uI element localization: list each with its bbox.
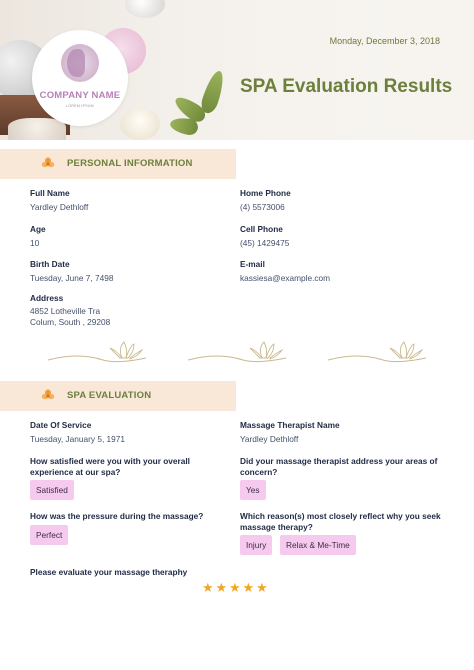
star-icon: ★ — [229, 580, 242, 595]
question-text: Which reason(s) most closely reflect why you seek — [240, 511, 441, 521]
full-name-label: Full Name — [30, 188, 70, 198]
header-banner — [0, 0, 474, 140]
birth-date-label: Birth Date — [30, 259, 70, 269]
page-title: SPA Evaluation Results — [240, 76, 453, 97]
service-date-label: Date Of Service — [30, 420, 92, 430]
question-concern — [240, 456, 437, 478]
answer-chip-satisfaction: Satisfied — [30, 480, 74, 500]
star-icon: ★ — [242, 580, 256, 595]
address-label: Address — [30, 293, 64, 303]
address-line-2: Colum, South , 29208 — [30, 317, 111, 327]
answer-chip-concern: Yes — [240, 480, 266, 500]
question-rating: Please evaluate your massage theraphy — [30, 567, 188, 577]
cell-phone-value: (45) 1429475 — [240, 238, 290, 248]
question-text: concern? — [240, 467, 278, 477]
section-title-personal: PERSONAL INFORMATION — [67, 158, 193, 169]
candle-image — [120, 108, 160, 140]
flower-icon — [41, 389, 55, 402]
age-value: 10 — [30, 238, 40, 248]
section-title-evaluation: SPA EVALUATION — [67, 390, 152, 401]
answer-chip-pressure: Perfect — [30, 525, 68, 545]
question-satisfaction — [30, 456, 190, 478]
lotus-ornament-icon — [188, 340, 288, 366]
therapist-name-label: Massage Therapist Name — [240, 420, 340, 430]
logo-mark-icon — [61, 44, 99, 82]
section-header-personal — [0, 149, 236, 179]
question-pressure: How was the pressure during the massage? — [30, 511, 204, 521]
full-name-value: Yardley Dethloff — [30, 202, 89, 212]
birth-date-value: Tuesday, June 7, 7498 — [30, 273, 114, 283]
home-phone-value: (4) 5573006 — [240, 202, 285, 212]
section-header-evaluation — [0, 381, 236, 411]
star-icon: ★ — [215, 580, 229, 595]
logo-tagline: LOREM IPSUM — [66, 104, 94, 108]
service-date-value: Tuesday, January 5, 1971 — [30, 434, 126, 444]
question-text: Did your massage therapist address your areas of — [240, 456, 438, 466]
email-label: E-mail — [240, 259, 265, 269]
cell-phone-label: Cell Phone — [240, 224, 283, 234]
bath-salt-image — [8, 118, 66, 140]
answer-chip-reason-relax: Relax & Me-Time — [280, 535, 356, 555]
company-logo — [32, 30, 128, 126]
question-reason — [240, 511, 441, 533]
star-icon: ★ — [256, 580, 269, 595]
therapist-name-value: Yardley Dethloff — [240, 434, 299, 444]
spa-stone-image — [125, 0, 165, 18]
question-text: experience at our spa? — [30, 467, 121, 477]
address-line-1: 4852 Lotheville Tra — [30, 306, 101, 316]
report-date: Monday, December 3, 2018 — [329, 36, 440, 46]
lotus-ornament-icon — [48, 340, 148, 366]
flower-icon — [41, 157, 55, 170]
logo-company-name: COMPANY NAME — [39, 90, 121, 101]
star-icon: ★ — [202, 580, 215, 595]
lotus-ornament-icon — [328, 340, 428, 366]
home-phone-label: Home Phone — [240, 188, 291, 198]
question-text: massage therapy? — [240, 522, 313, 532]
email-value: kassiesa@example.com — [240, 273, 331, 283]
answer-chip-reason-injury: Injury — [240, 535, 272, 555]
star-rating — [202, 580, 270, 596]
question-text: How satisfied were you with your overall — [30, 456, 190, 466]
age-label: Age — [30, 224, 46, 234]
